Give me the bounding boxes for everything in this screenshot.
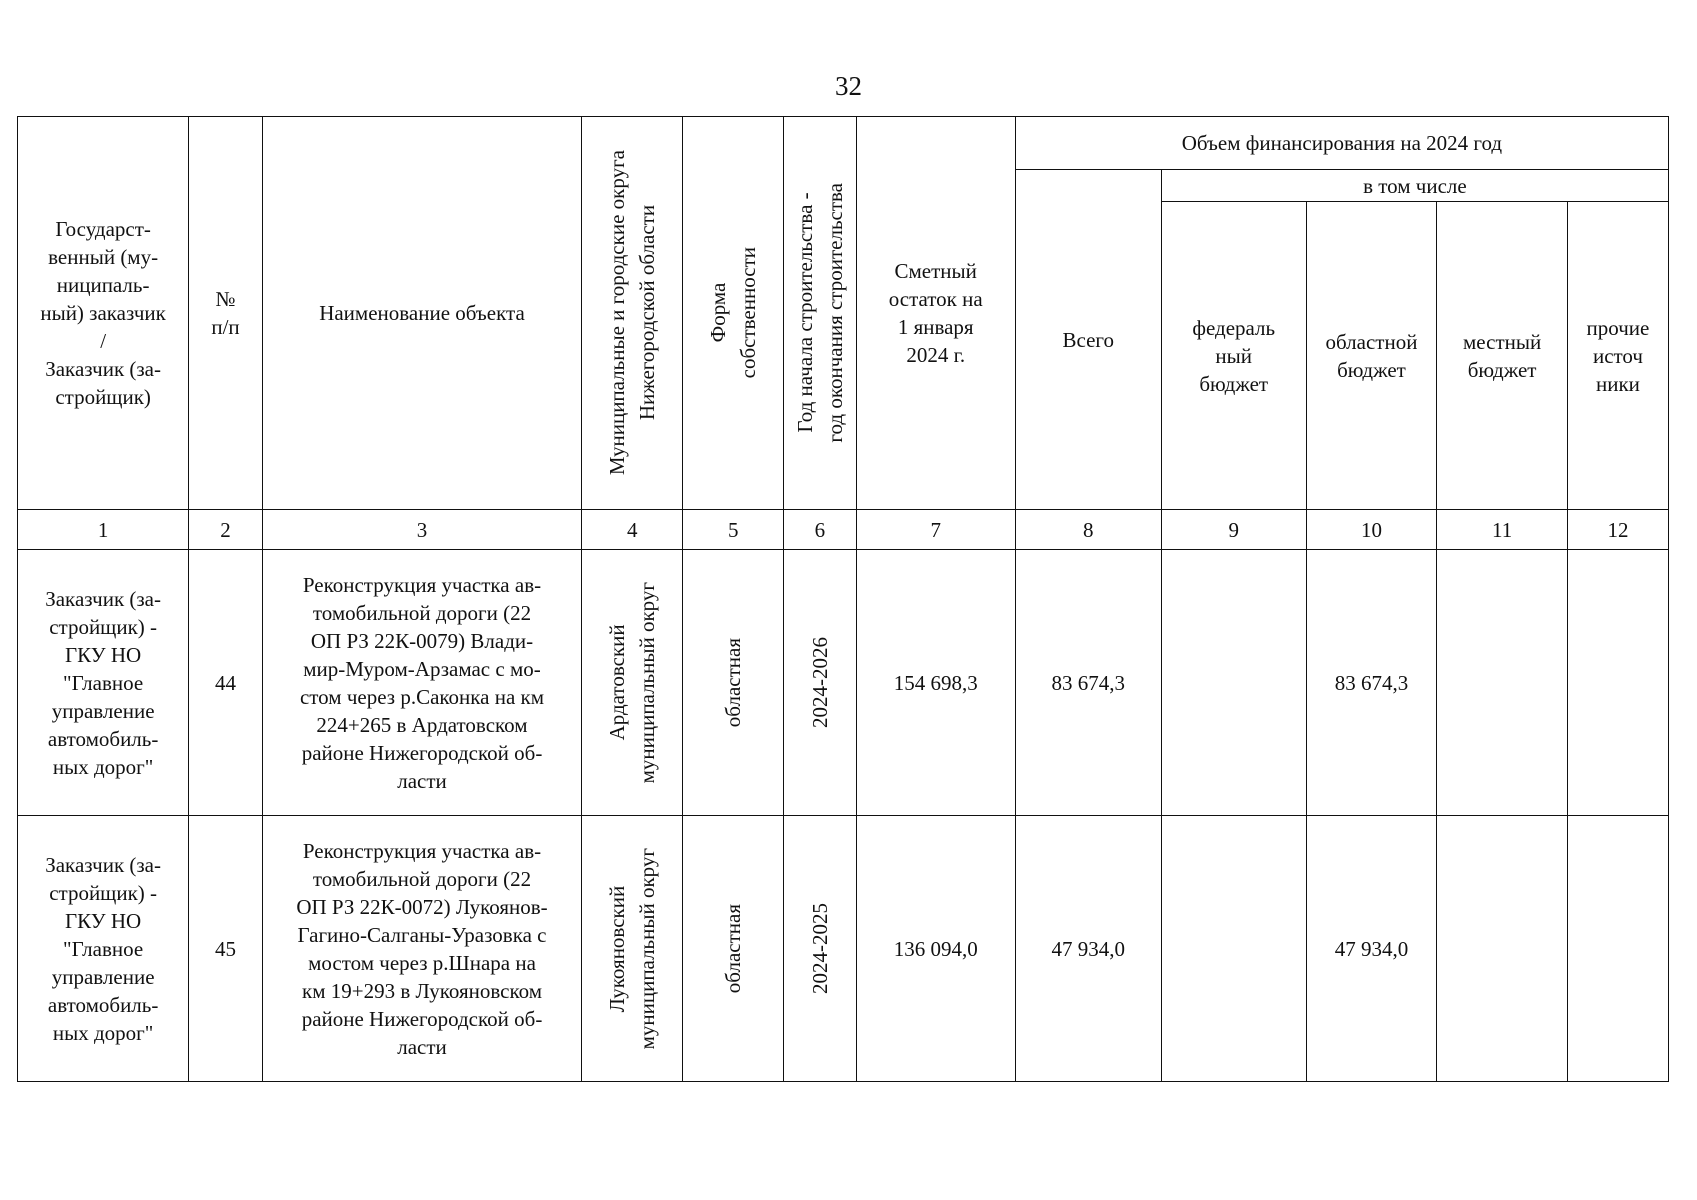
number-cell: 44 [189,550,263,816]
column-number: 10 [1306,510,1437,550]
column-number: 7 [856,510,1015,550]
column-number: 5 [683,510,784,550]
column-number-row [18,510,1669,550]
district-label: Ардатовский муниципальный округ [605,581,660,784]
column-number: 1 [18,510,189,550]
district-cell [582,816,683,1082]
header-object-name: Наименование объекта [262,117,581,510]
local-cell [1437,816,1568,1082]
ownership-cell [683,816,784,1082]
district-label: Лукояновский муниципальный округ [605,847,660,1050]
header-customer: Государст- венный (му- ниципаль- ный) заказчик / Заказчик (за- стройщик) [18,117,189,510]
years-label: 2024-2025 [807,903,832,994]
total-cell: 47 934,0 [1015,816,1161,1082]
page-number: 32 [835,71,862,101]
remainder-cell: 136 094,0 [856,816,1015,1082]
header-row-top [18,117,1669,170]
column-number: 8 [1015,510,1161,550]
object-name-cell: Реконструкция участка ав- томобильной дороги (22 ОП РЗ 22К-0072) Лукоянов- Гагино-Салганы-Уразовка с мостом через р.Шнара на км 19+293 в Лукояновском районе Нижегородской об- ласти [262,816,581,1082]
years-cell [784,550,856,816]
financing-table [17,116,1669,1082]
regional-cell: 83 674,3 [1306,550,1437,816]
column-number: 3 [262,510,581,550]
other-cell [1567,816,1668,1082]
total-cell: 83 674,3 [1015,550,1161,816]
column-number: 12 [1567,510,1668,550]
header-local: местный бюджет [1437,202,1568,510]
ownership-cell [683,550,784,816]
header-federal: федераль ный бюджет [1161,202,1306,510]
header-ownership-label: Форма собственности [706,247,761,379]
column-number: 2 [189,510,263,550]
header-other: прочие источ ники [1567,202,1668,510]
header-financing-title: Объем финансирования на 2024 год [1015,117,1668,170]
customer-cell: Заказчик (за- стройщик) - ГКУ НО "Главное управление автомобиль- ных дорог" [18,550,189,816]
header-years [784,117,856,510]
district-cell [582,550,683,816]
number-cell: 45 [189,816,263,1082]
federal-cell [1161,816,1306,1082]
header-regional: областной бюджет [1306,202,1437,510]
column-number: 9 [1161,510,1306,550]
object-name-cell: Реконструкция участка ав- томобильной дороги (22 ОП РЗ 22К-0079) Влади- мир-Муром-Арзамас с мо- стом через р.Саконка на км 224+265 в Ардатовском районе Нижегородской об- ласти [262,550,581,816]
years-label: 2024-2026 [807,637,832,728]
ownership-label: областная [721,903,746,994]
header-including: в том числе [1161,170,1668,202]
header-remainder: Сметный остаток на 1 января 2024 г. [856,117,1015,510]
regional-cell: 47 934,0 [1306,816,1437,1082]
local-cell [1437,550,1568,816]
column-number: 4 [582,510,683,550]
table-row [18,816,1669,1082]
column-number: 6 [784,510,856,550]
header-years-label: Год начала строительства - год окончания строительства [792,183,847,443]
other-cell [1567,550,1668,816]
header-ownership [683,117,784,510]
remainder-cell: 154 698,3 [856,550,1015,816]
column-number: 11 [1437,510,1568,550]
years-cell [784,816,856,1082]
federal-cell [1161,550,1306,816]
table-row [18,550,1669,816]
header-total: Всего [1015,170,1161,510]
customer-cell: Заказчик (за- стройщик) - ГКУ НО "Главное управление автомобиль- ных дорог" [18,816,189,1082]
header-districts-label: Муниципальные и городские округа Нижегородской области [605,150,660,476]
ownership-label: областная [721,637,746,728]
header-districts [582,117,683,510]
header-number: № п/п [189,117,263,510]
